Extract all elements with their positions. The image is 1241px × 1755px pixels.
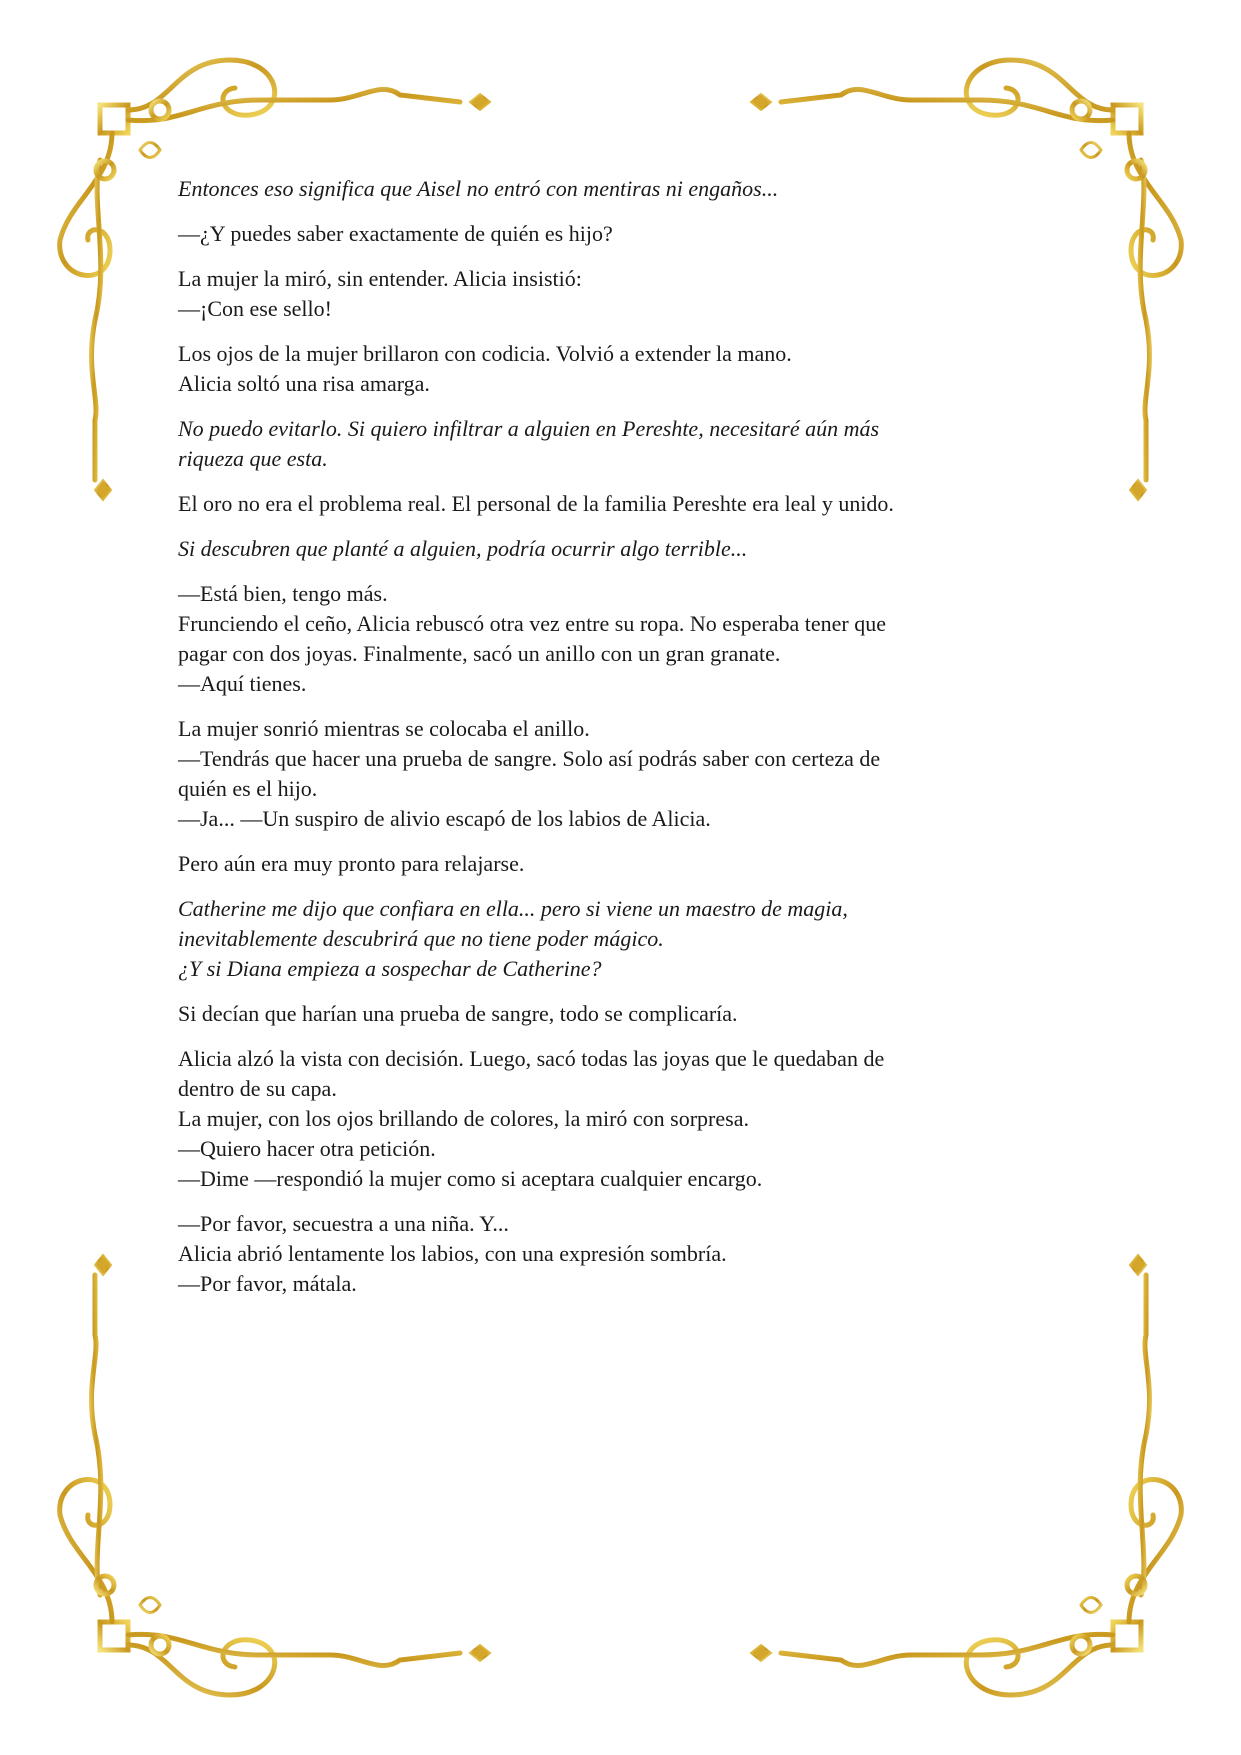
paragraph — [178, 849, 1078, 879]
text-line: —Está bien, tengo más. — [178, 581, 388, 606]
text-line: —Ja... —Un suspiro de alivio escapó de los labios de Alicia. — [178, 806, 711, 831]
paragraph — [178, 999, 1078, 1029]
text-line: Alicia abrió lentamente los labios, con una expresión sombría. — [178, 1241, 727, 1266]
text-line: —Tendrás que hacer una prueba de sangre. Solo así podrás saber con certeza de — [178, 746, 881, 771]
thought-paragraph — [178, 534, 1078, 564]
text-line: La mujer, con los ojos brillando de colores, la miró con sorpresa. — [178, 1106, 749, 1131]
text-line: Alicia alzó la vista con decisión. Luego, sacó todas las joyas que le quedaban de — [178, 1046, 885, 1071]
thought-paragraph — [178, 414, 1078, 474]
paragraph — [178, 579, 1078, 699]
text-line: La mujer sonrió mientras se colocaba el anillo. — [178, 716, 590, 741]
text-line: quién es el hijo. — [178, 776, 318, 801]
text-line: Catherine me dijo que confiara en ella... pero si viene un maestro de magia, — [178, 896, 848, 921]
paragraph — [178, 1044, 1078, 1194]
thought-paragraph — [178, 894, 1078, 984]
text-line: Frunciendo el ceño, Alicia rebuscó otra vez entre su ropa. No esperaba tener que — [178, 611, 886, 636]
text-line: Si descubren que planté a alguien, podría ocurrir algo terrible... — [178, 536, 748, 561]
text-line: No puedo evitarlo. Si quiero infiltrar a alguien en Pereshte, necesitaré aún más — [178, 416, 880, 441]
text-line: Los ojos de la mujer brillaron con codicia. Volvió a extender la mano. — [178, 341, 792, 366]
text-line: pagar con dos joyas. Finalmente, sacó un anillo con un gran granate. — [178, 641, 781, 666]
document-body — [178, 174, 1078, 1314]
text-line: dentro de su capa. — [178, 1076, 337, 1101]
paragraph — [178, 714, 1078, 834]
text-line: inevitablemente descubrirá que no tiene poder mágico. — [178, 926, 664, 951]
text-line: Alicia soltó una risa amarga. — [178, 371, 430, 396]
text-line: riqueza que esta. — [178, 446, 328, 471]
text-line: —Dime —respondió la mujer como si aceptara cualquier encargo. — [178, 1166, 763, 1191]
text-line: Pero aún era muy pronto para relajarse. — [178, 851, 525, 876]
text-line: Si decían que harían una prueba de sangre, todo se complicaría. — [178, 1001, 738, 1026]
text-line: —¿Y puedes saber exactamente de quién es hijo? — [178, 221, 613, 246]
text-line: La mujer la miró, sin entender. Alicia insistió: — [178, 266, 582, 291]
paragraph — [178, 339, 1078, 399]
paragraph — [178, 1209, 1078, 1299]
text-line: —Aquí tienes. — [178, 671, 307, 696]
text-line: —Por favor, mátala. — [178, 1271, 357, 1296]
thought-paragraph — [178, 174, 1078, 204]
text-line: ¿Y si Diana empieza a sospechar de Catherine? — [178, 956, 602, 981]
text-line: —Por favor, secuestra a una niña. Y... — [178, 1211, 509, 1236]
text-line: —¡Con ese sello! — [178, 296, 332, 321]
text-line: El oro no era el problema real. El personal de la familia Pereshte era leal y unido. — [178, 491, 894, 516]
paragraph — [178, 219, 1078, 249]
paragraph — [178, 264, 1078, 324]
text-line: Entonces eso significa que Aisel no entró con mentiras ni engaños... — [178, 176, 779, 201]
text-line: —Quiero hacer otra petición. — [178, 1136, 436, 1161]
paragraph — [178, 489, 1078, 519]
